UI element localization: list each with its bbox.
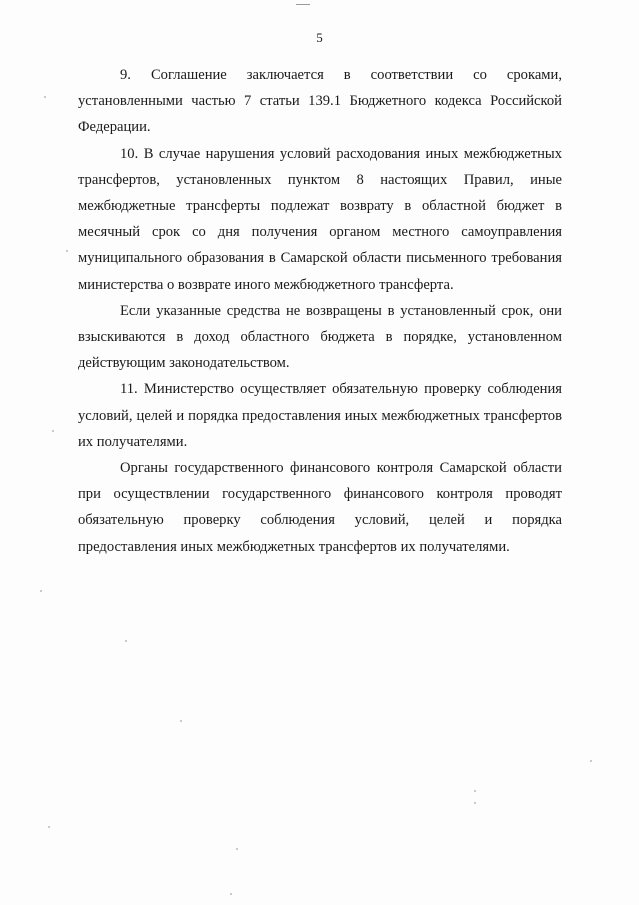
scan-speck <box>474 802 476 804</box>
paragraph-9: 9. Соглашение заключается в соответствии со сроками, установленными частью 7 статьи 139.1 Бюджетного кодекса Российской Федерации. <box>78 67 562 136</box>
paragraph-11: 11. Министерство осуществляет обязательную проверку соблюдения условий, целей и порядка предоставления иных межбюджетных трансфертов их получателями. <box>78 381 562 450</box>
scan-speck <box>230 893 232 895</box>
scan-speck <box>590 760 592 762</box>
scan-speck <box>180 720 182 722</box>
document-body <box>78 62 562 560</box>
scan-speck <box>236 848 238 850</box>
page-number: 5 <box>316 30 323 45</box>
scan-speck <box>66 250 68 252</box>
scan-speck <box>40 590 42 592</box>
scan-speck <box>474 790 476 792</box>
scan-speck <box>44 96 46 98</box>
paragraph-10-continuation: Если указанные средства не возвращены в установленный срок, они взыскиваются в доход областного бюджета в порядке, установленном действующим законодательством. <box>78 302 562 372</box>
paragraph-10: 10. В случае нарушения условий расходования иных межбюджетных трансфертов, установленных пунктом 8 настоящих Правил, иные межбюджетные трансферты подлежат возврату в областной бюджет в месячный срок со дня получения органом местного самоуправления муниципального образования в Самарской области письменного требования министерства о возврате иного межбюджетного трансферта. <box>78 145 562 293</box>
paragraph-11-continuation: Органы государственного финансового контроля Самарской области при осуществлении государственного финансового контроля проводят обязательную проверку соблюдения условий, целей и порядка предоставления иных межбюджетных трансфертов их получателями. <box>78 460 562 555</box>
scan-speck <box>48 826 50 828</box>
scan-speck <box>125 640 127 642</box>
scan-mark <box>296 4 310 5</box>
scan-speck <box>52 430 54 432</box>
